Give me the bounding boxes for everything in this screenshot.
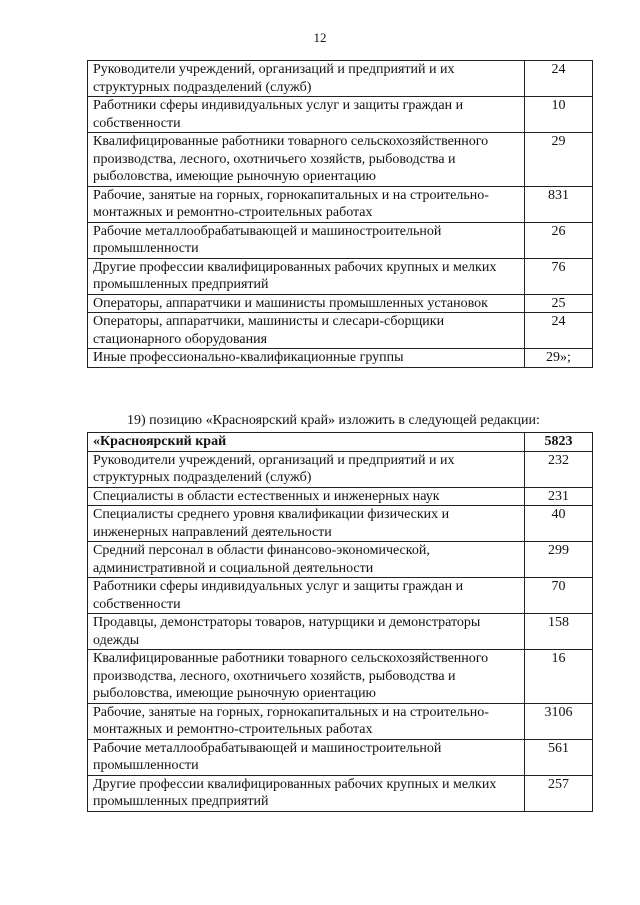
occupation-group-value: 561 — [525, 739, 593, 775]
table-row — [88, 61, 593, 97]
table-row — [88, 578, 593, 614]
occupation-group-name: Квалифицированные работники товарного сельскохозяйственного производства, лесного, охотничьего хозяйств, рыбоводства и рыболовства, имеющие рыночную ориентацию — [88, 650, 525, 704]
table-row — [88, 313, 593, 349]
table-row — [88, 451, 593, 487]
table-row — [88, 542, 593, 578]
occupation-group-name: Другие профессии квалифицированных рабочих крупных и мелких промышленных предприятий — [88, 258, 525, 294]
occupation-group-name: Работники сферы индивидуальных услуг и защиты граждан и собственности — [88, 578, 525, 614]
occupation-group-value: 76 — [525, 258, 593, 294]
occupation-group-name: Руководители учреждений, организаций и предприятий и их структурных подразделений (служб) — [88, 451, 525, 487]
occupation-group-name: Продавцы, демонстраторы товаров, натурщики и демонстраторы одежды — [88, 614, 525, 650]
table-row — [88, 775, 593, 811]
occupation-group-name: Квалифицированные работники товарного сельскохозяйственного производства, лесного, охотничьего хозяйств, рыбоводства и рыболовства, имеющие рыночную ориентацию — [88, 133, 525, 187]
occupation-group-value: 3106 — [525, 703, 593, 739]
occupation-group-name: Рабочие, занятые на горных, горнокапитальных и на строительно-монтажных и ремонтно-строительных работах — [88, 186, 525, 222]
occupation-group-value: 158 — [525, 614, 593, 650]
occupation-group-name: Специалисты в области естественных и инженерных наук — [88, 487, 525, 506]
region-header-row — [88, 433, 593, 452]
occupation-group-name: Операторы, аппаратчики и машинисты промышленных установок — [88, 294, 525, 313]
table-row — [88, 186, 593, 222]
table-row — [88, 487, 593, 506]
occupation-group-value: 831 — [525, 186, 593, 222]
occupation-group-value: 26 — [525, 222, 593, 258]
table-row — [88, 97, 593, 133]
occupation-group-value: 40 — [525, 506, 593, 542]
table-row — [88, 506, 593, 542]
occupation-group-name: Операторы, аппаратчики, машинисты и слесари-сборщики стационарного оборудования — [88, 313, 525, 349]
table-row — [88, 614, 593, 650]
region-total: 5823 — [525, 433, 593, 452]
occupation-group-value: 231 — [525, 487, 593, 506]
occupation-group-value: 10 — [525, 97, 593, 133]
table-row — [88, 294, 593, 313]
occupation-group-value: 257 — [525, 775, 593, 811]
occupation-group-name: Средний персонал в области финансово-экономической, административной и социальной деятельности — [88, 542, 525, 578]
table-row — [88, 739, 593, 775]
occupation-table-continued — [87, 60, 593, 368]
occupation-group-name: Иные профессионально-квалификационные группы — [88, 349, 525, 368]
occupation-group-name: Рабочие, занятые на горных, горнокапитальных и на строительно-монтажных и ремонтно-строительных работах — [88, 703, 525, 739]
occupation-group-value: 299 — [525, 542, 593, 578]
table-row — [88, 133, 593, 187]
amendment-instruction: 19) позицию «Красноярский край» изложить в следующей редакции: — [127, 413, 540, 428]
occupation-group-value: 232 — [525, 451, 593, 487]
occupation-group-value: 16 — [525, 650, 593, 704]
page-number: 12 — [313, 30, 327, 45]
occupation-group-value: 25 — [525, 294, 593, 313]
occupation-group-value: 29 — [525, 133, 593, 187]
table-row — [88, 222, 593, 258]
occupation-group-name: Другие профессии квалифицированных рабочих крупных и мелких промышленных предприятий — [88, 775, 525, 811]
occupation-group-value: 24 — [525, 61, 593, 97]
table-row — [88, 650, 593, 704]
table-row — [88, 258, 593, 294]
occupation-group-name: Рабочие металлообрабатывающей и машиностроительной промышленности — [88, 739, 525, 775]
occupation-group-value: 70 — [525, 578, 593, 614]
table-row — [88, 703, 593, 739]
occupation-group-name: Руководители учреждений, организаций и предприятий и их структурных подразделений (служб) — [88, 61, 525, 97]
occupation-group-name: Специалисты среднего уровня квалификации физических и инженерных направлений деятельности — [88, 506, 525, 542]
occupation-group-name: Работники сферы индивидуальных услуг и защиты граждан и собственности — [88, 97, 525, 133]
occupation-group-name: Рабочие металлообрабатывающей и машиностроительной промышленности — [88, 222, 525, 258]
occupation-group-value: 24 — [525, 313, 593, 349]
table-row — [88, 349, 593, 368]
region-name: «Красноярский край — [88, 433, 525, 452]
occupation-group-value: 29»; — [525, 349, 593, 368]
krasnoyarsk-occupation-table — [87, 432, 593, 812]
